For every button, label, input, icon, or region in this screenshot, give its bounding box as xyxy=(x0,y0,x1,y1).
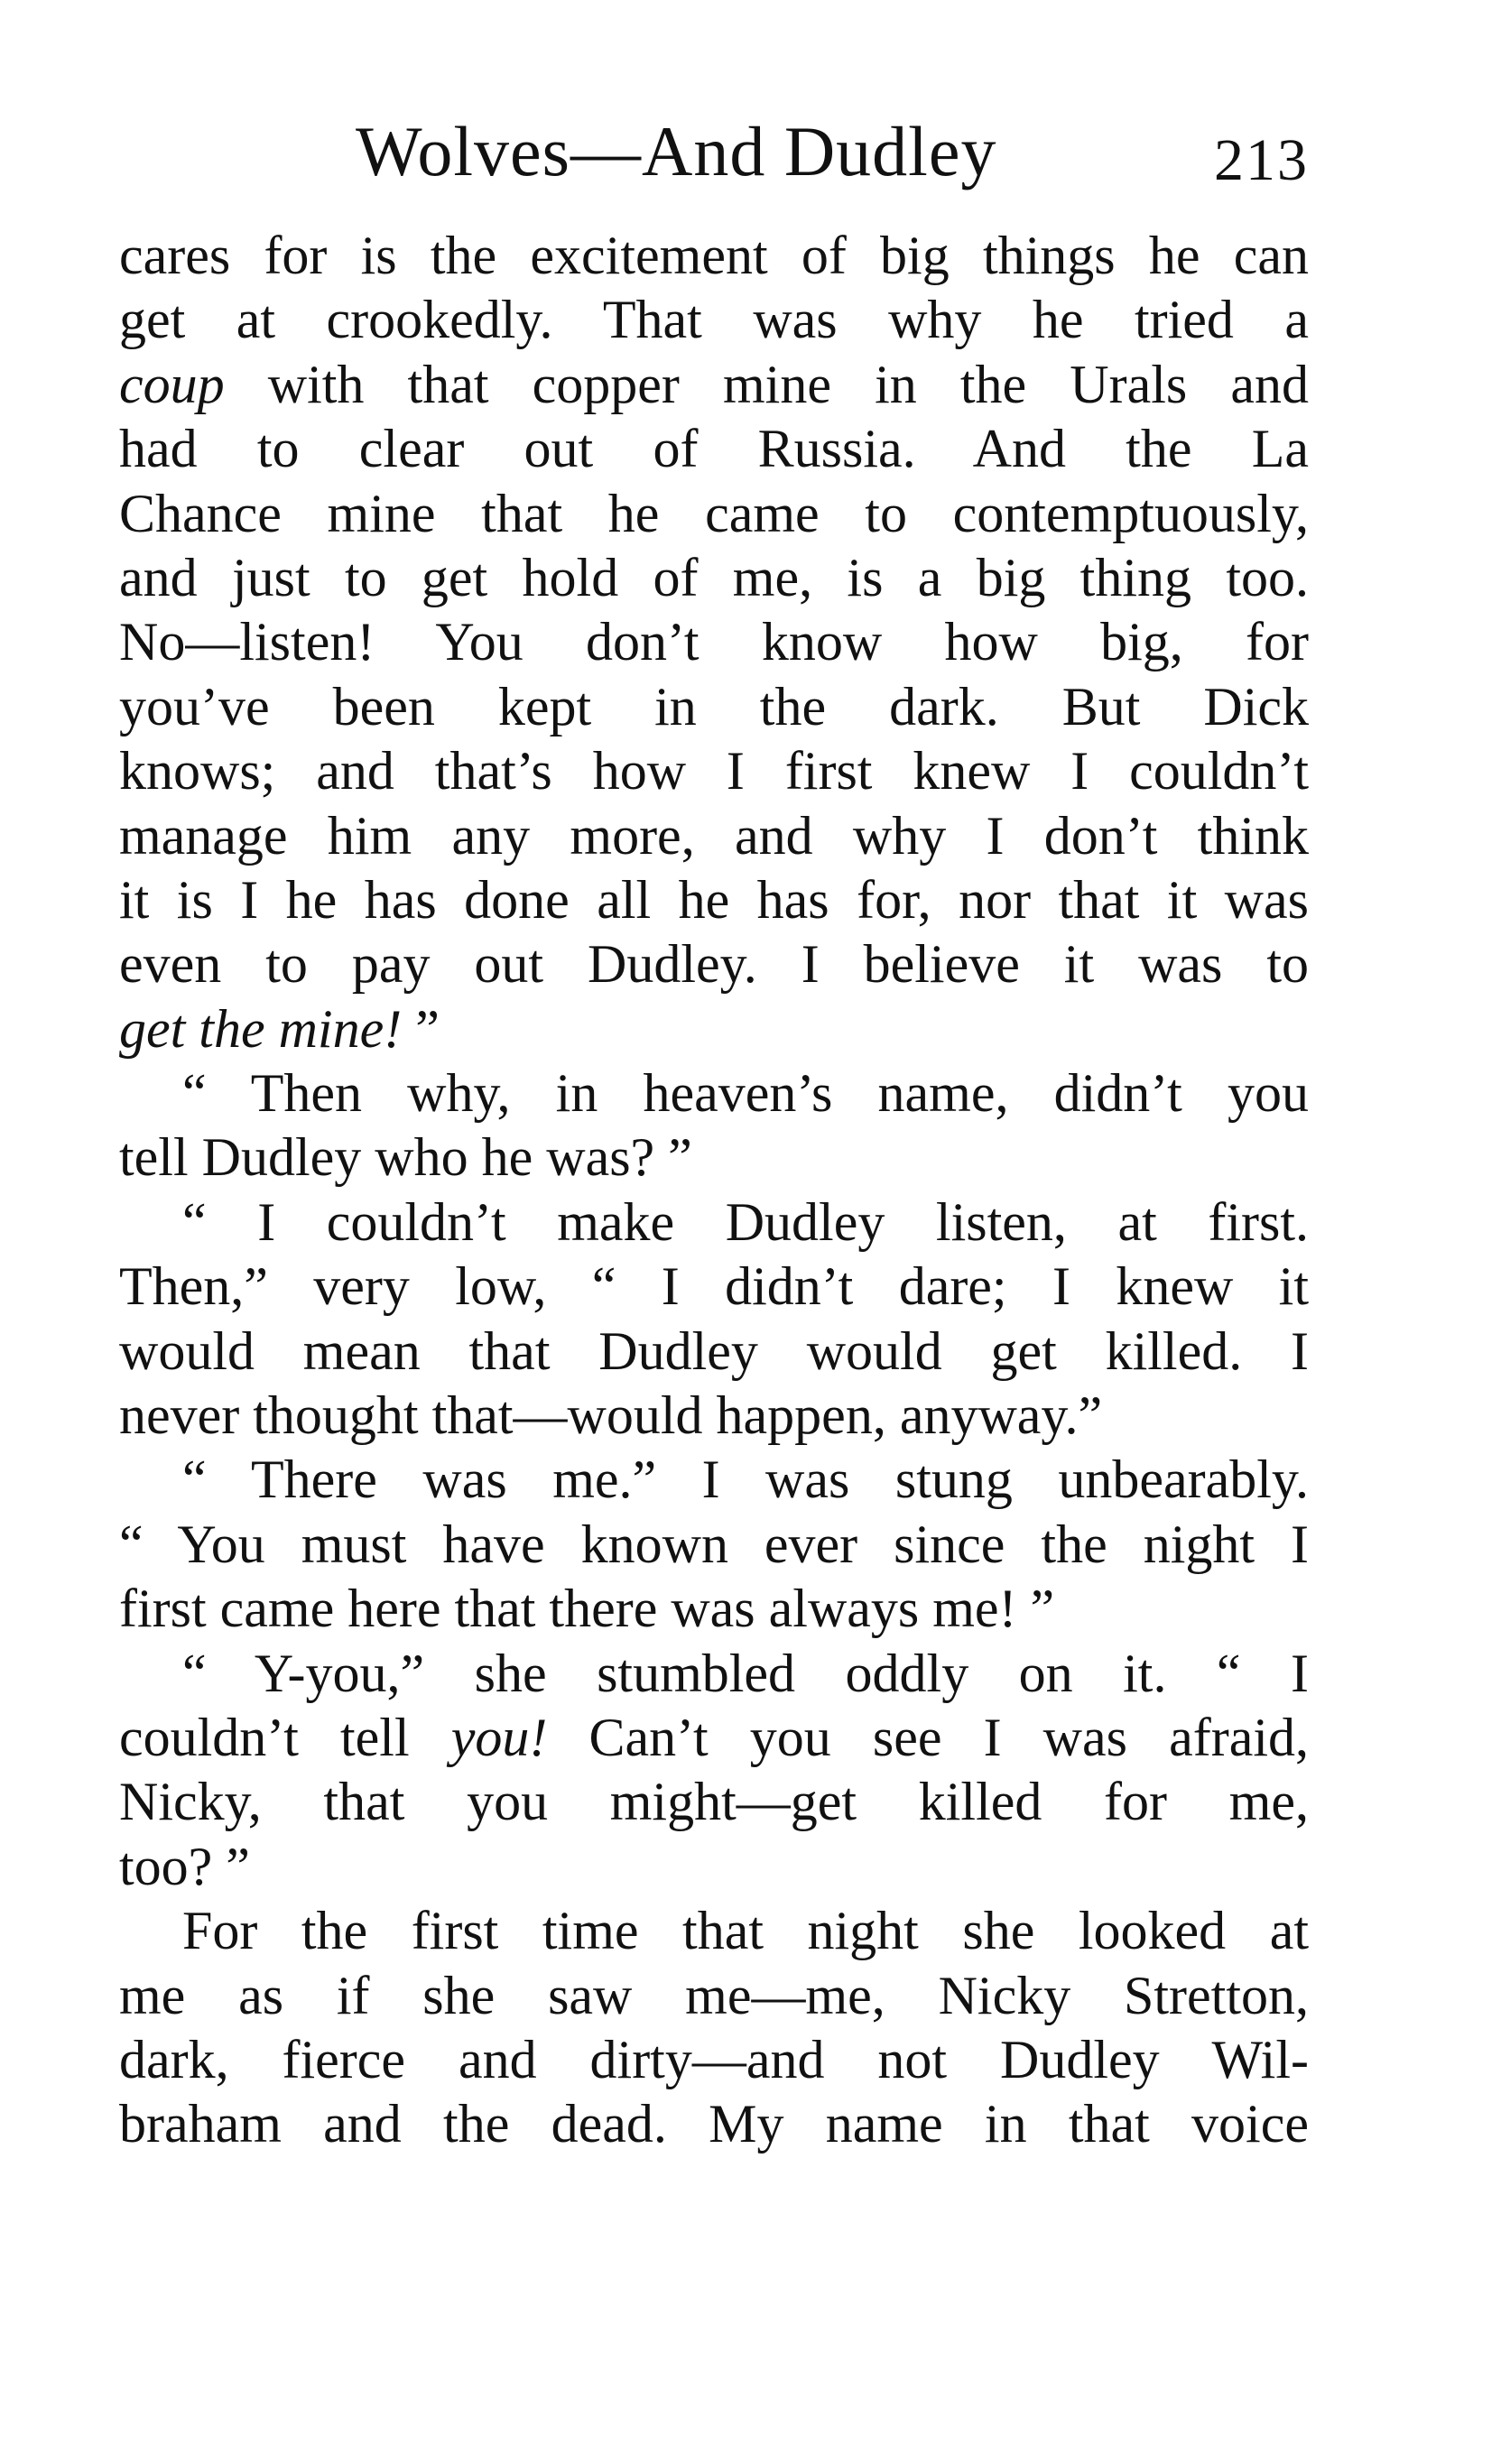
text-line: and just to get hold of me, is a big thing too. xyxy=(119,547,1309,607)
text-line: never thought that—would happen, anyway.” xyxy=(119,1385,1103,1446)
text-line: get the mine! ” xyxy=(119,998,440,1059)
text-line: “ There was me.” I was stung unbearably. xyxy=(182,1450,1309,1510)
italic-word: coup xyxy=(119,354,225,414)
text-line: For the first time that night she looked at xyxy=(182,1901,1309,1961)
text-line: No—listen! You don’t know how big, for xyxy=(119,612,1309,672)
italic-phrase: get the mine! xyxy=(119,998,403,1059)
text-line: would mean that Dudley would get killed. I xyxy=(119,1320,1309,1381)
text-line: “ Then why, in heaven’s name, didn’t you xyxy=(182,1063,1309,1124)
text-line: cares for is the excitement of big things he can xyxy=(119,226,1309,285)
text-line: knows; and that’s how I first knew I couldn’t xyxy=(119,741,1309,801)
text-line: “ I couldn’t make Dudley listen, at first. xyxy=(182,1191,1309,1252)
text-line: couldn’t tell you! Can’t you see I was afraid, xyxy=(119,1707,1309,1767)
text-line: had to clear out of Russia. And the La xyxy=(119,419,1309,479)
text-line: it is I he has done all he has for, nor that it was xyxy=(119,869,1309,930)
text-line: first came here that there was always me! ” xyxy=(119,1579,1055,1639)
text-line: tell Dudley who he was? ” xyxy=(119,1127,692,1188)
text-line: me as if she saw me—me, Nicky Stretton, xyxy=(119,1965,1309,2025)
text-line: braham and the dead. My name in that voice xyxy=(119,2094,1309,2154)
text-line: even to pay out Dudley. I believe it was to xyxy=(119,934,1309,995)
text-line: Chance mine that he came to contemptuously, xyxy=(119,483,1309,543)
text-line: manage him any more, and why I don’t think xyxy=(119,805,1309,866)
text-line: coup with that copper mine in the Urals and xyxy=(119,354,1309,414)
text-line: “ You must have known ever since the night I xyxy=(119,1514,1309,1574)
running-header xyxy=(119,112,1309,193)
text-line: Nicky, that you might—get killed for me, xyxy=(119,1772,1309,1832)
text-line: dark, fierce and dirty—and not Dudley Wil- xyxy=(119,2029,1309,2089)
text-line: Then,” very low, “ I didn’t dare; I knew it xyxy=(119,1256,1309,1317)
text-line: “ Y-you,” she stumbled oddly on it. “ I xyxy=(182,1643,1309,1703)
italic-word: you! xyxy=(450,1707,548,1767)
text-line: too? ” xyxy=(119,1836,250,1896)
running-title: Wolves—And Dudley xyxy=(356,112,997,190)
text-line: get at crookedly. That was why he tried a xyxy=(119,290,1309,350)
text-line: you’ve been kept in the dark. But Dick xyxy=(119,676,1309,736)
page-number: 213 xyxy=(1214,127,1309,193)
body-text xyxy=(119,224,1309,2157)
